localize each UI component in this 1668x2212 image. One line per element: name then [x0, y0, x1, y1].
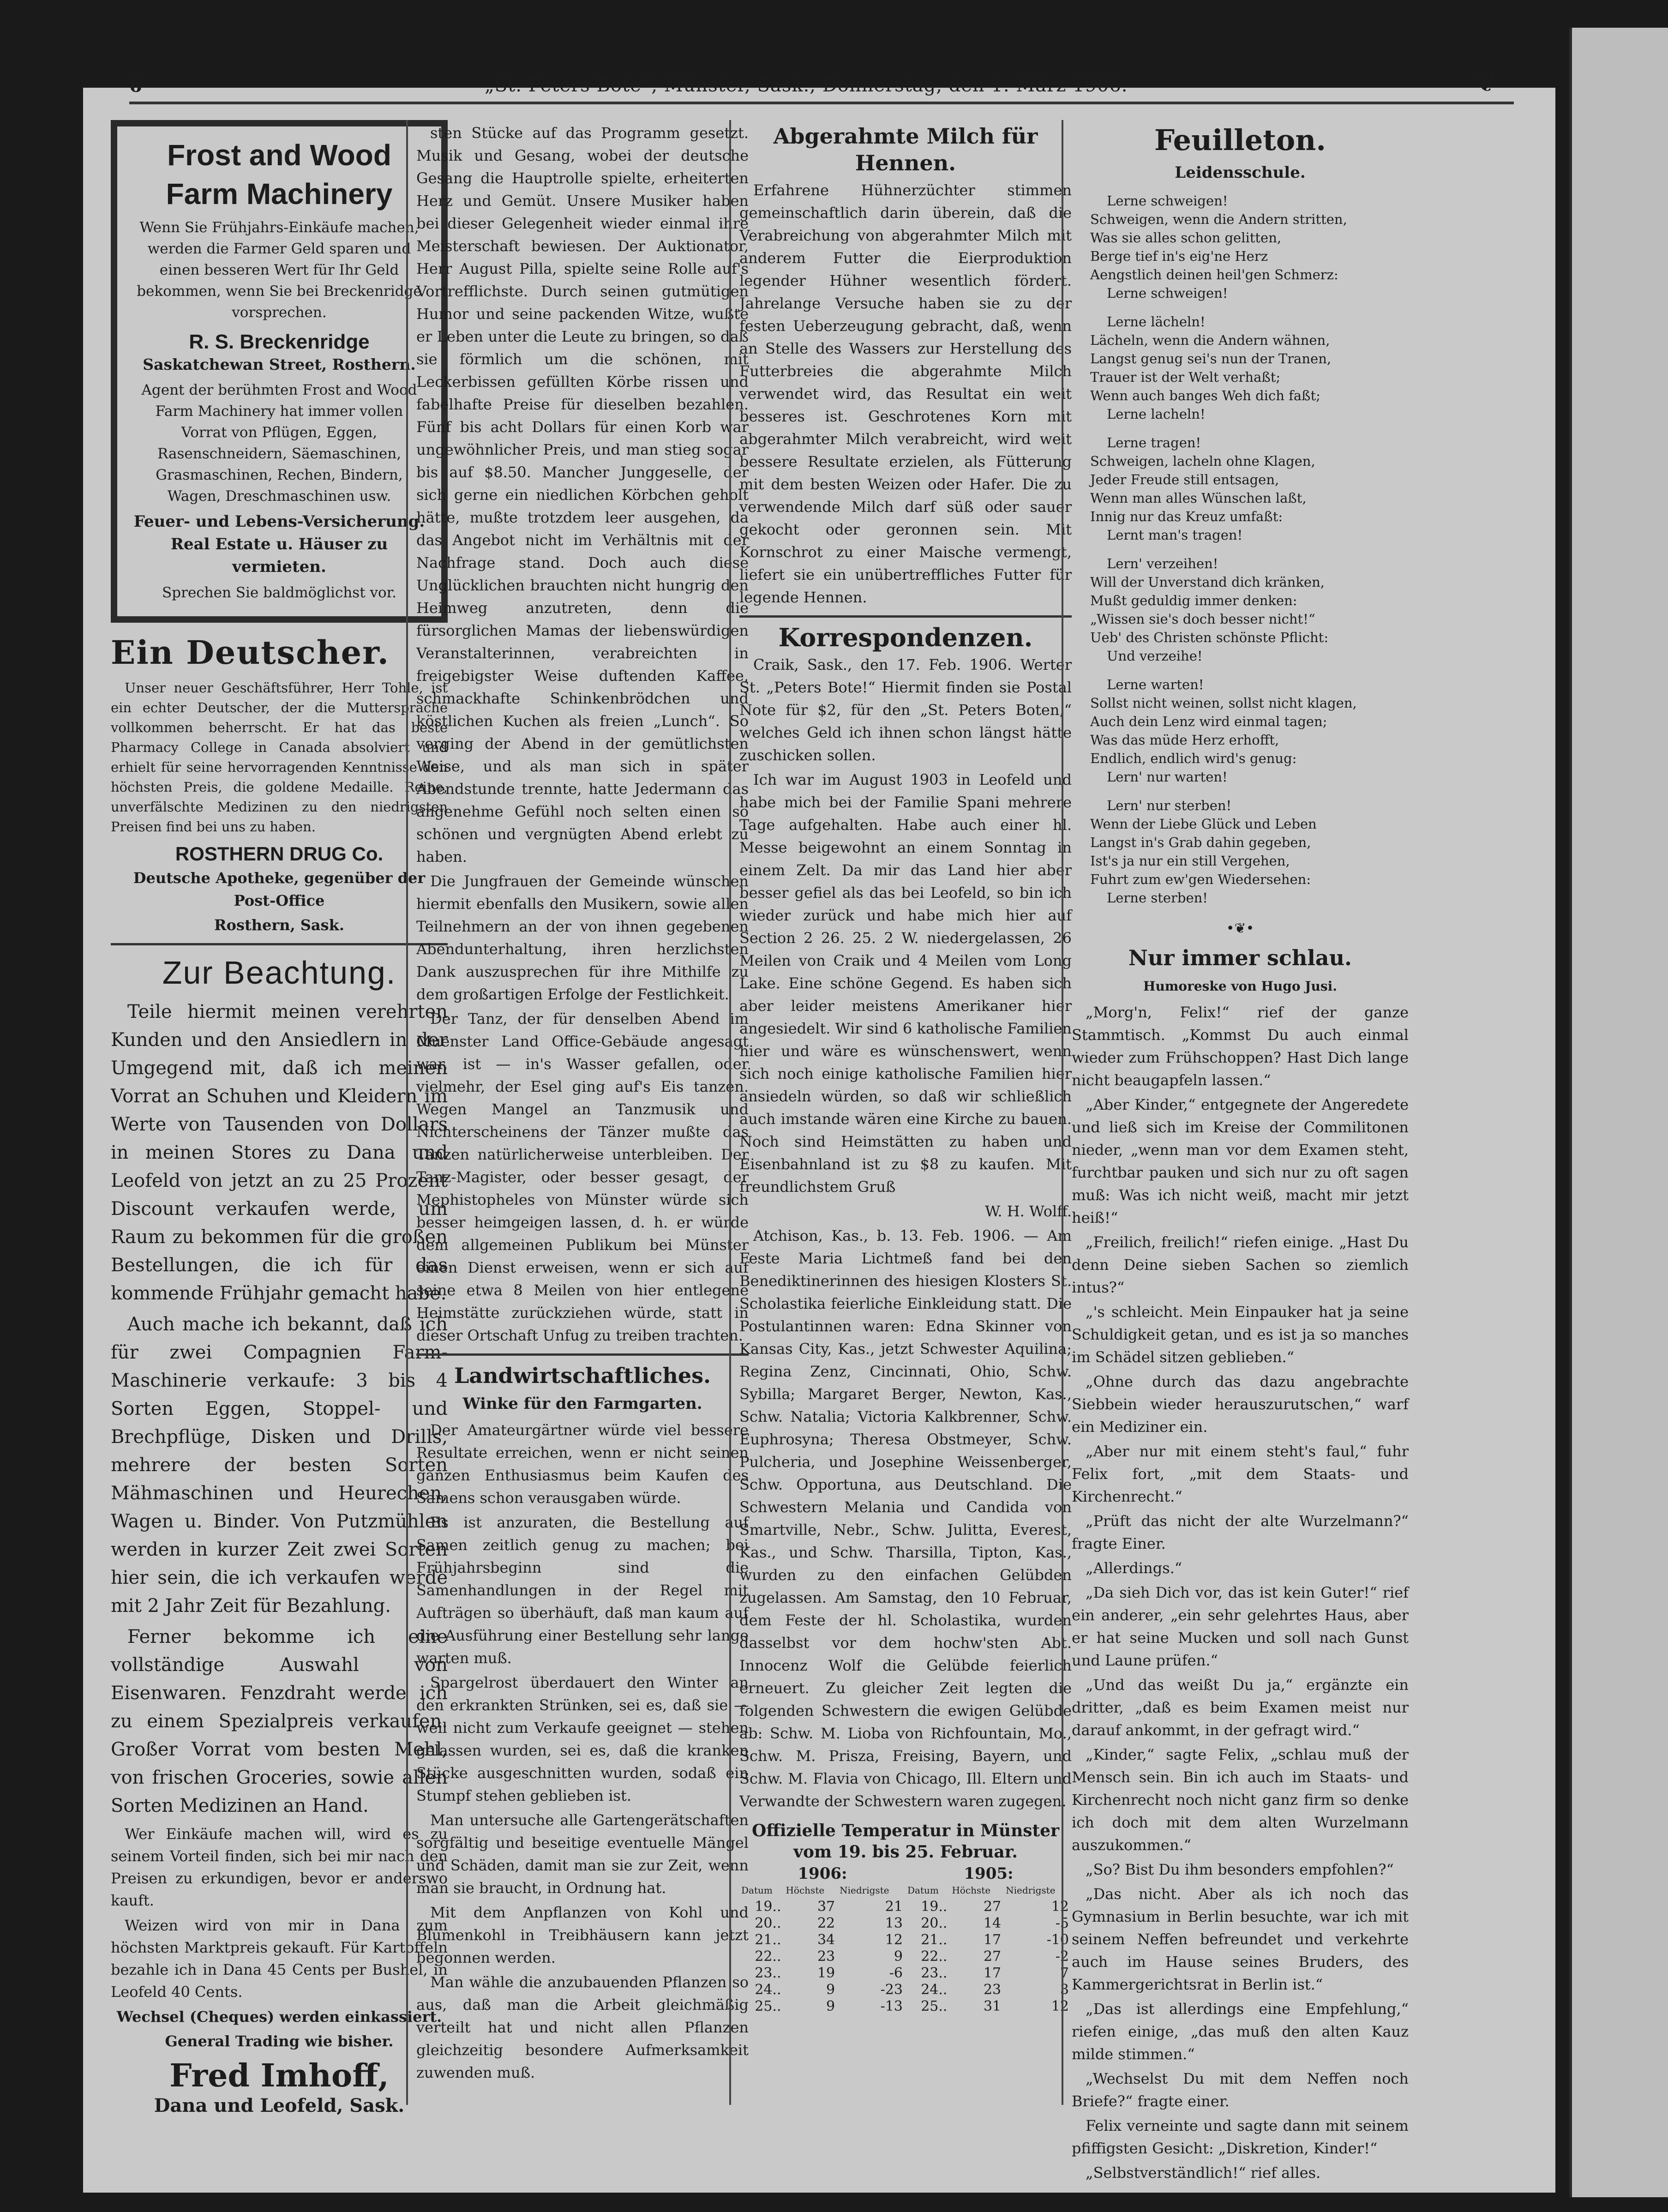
- table-cell: 14: [983, 1915, 1002, 1931]
- table-cell: 20..: [755, 1915, 781, 1931]
- table-cell: 27: [983, 1899, 1002, 1915]
- poem-line: Langst in's Grab dahin gegeben,: [1090, 835, 1311, 850]
- beachtung-p1: Teile hiermit meinen verehrten Kunden und den Ansiedlern in der Umgegend mit, daß ich meinen Vorrat an Schuhen und Kleidern im Werte von Tausenden von Dollars in meinen Stores zu Dana und Leofeld von jetzt an zu 25 Prozent Discount verkaufen werde, um Raum zu bekommen für die großen Bestellungen, die ich für das kommende Frühjahr gemacht habe.: [111, 1001, 448, 1304]
- story-byline: Humoreske von Hugo Jusi.: [1143, 979, 1338, 994]
- table-cell: 17: [983, 1965, 1002, 1981]
- ad-body: Agent der berühmten Frost and Wood Farm Machinery hat immer vollen Vorrat von Pflügen, Eggen, Rasenschneidern, Säemaschinen, Grasmaschinen, Rechen, Bindern, Wagen, Dreschmaschinen usw.: [141, 382, 417, 505]
- divider: [416, 1353, 749, 1356]
- ad-insurance: Feuer- und Lebens-Versicherung.: [133, 512, 425, 531]
- poem-line: Lerne warten!: [1107, 677, 1204, 692]
- table-cell: -6: [889, 1965, 903, 1981]
- table-cell: 19..: [921, 1899, 948, 1915]
- table-cell: 9: [826, 1982, 835, 1998]
- table-cell: 31: [983, 1998, 1002, 2014]
- drug-company-place: Rosthern, Sask.: [214, 916, 344, 934]
- story-paragraph: „'s schleicht. Mein Einpauker hat ja seine Schuldigkeit getan, und es ist ja so manches im Schädel sitzen geblieben.“: [1072, 1303, 1409, 1366]
- col-header: Datum: [907, 1885, 939, 1896]
- col-header: Niedrigste: [1006, 1885, 1056, 1896]
- table-cell: 9: [894, 1948, 903, 1965]
- poem-line: Schweigen, lacheln ohne Klagen,: [1090, 453, 1315, 469]
- temperature-table: [739, 1865, 1072, 2015]
- poem-line: Wenn auch banges Weh dich faßt;: [1090, 388, 1320, 403]
- divider: [111, 943, 448, 945]
- poem-line: Was sie alles schon gelitten,: [1090, 230, 1282, 246]
- story-paragraph: „Morg'n, Felix!“ rief der ganze Stammtisch. „Kommst Du auch einmal wieder zum Frühschoppen? Hast Dich lange nicht beaugapfeln lassen.“: [1072, 1004, 1409, 1089]
- table-cell: 23: [983, 1982, 1002, 1998]
- story-paragraph: „So? Bist Du ihm besonders empfohlen?“: [1086, 1861, 1394, 1878]
- article-paragraph: Erfahrene Hühnerzüchter stimmen gemeinschaftlich darin überein, daß die Verabreichung von abgerahmter Milch mit anderem Futter die Eierproduktion legender Hühner wesentlich fördert. Jahrelange Versuche haben sie zu der festen Ueberzeugung gebracht, daß, wenn an Stelle des Wassers zur Herstellung des Futterbreies die abgerahmte Milch verwendet wird, das Resultat ein weit besseres ist. Geschrotenes Korn mit abgerahmter Milch verabreicht, wird weit bessere Resultate erzielen, als Fütterung mit dem besten Weizen oder Hafer. Die zu verwendende Milch darf süß oder sauer gekocht oder geronnen sein. Mit Kornschrot zu einer Maische vermengt, liefert sie ein unübertreffliches Futter für legende Hennen.: [739, 181, 1072, 606]
- table-cell: 13: [885, 1915, 903, 1931]
- article-paragraph: Der Tanz, der für denselben Abend im Muenster Land Office-Gebäude angesagt war, ist — in's Wasser gefallen, oder vielmehr, der Esel ging auf's Eis tanzen. Wegen Mangel an Tanzmusik und Nichterscheinens der Tänzer mußte das Tanzen natürlicherweise unterbleiben. Der Tanz-Magister, oder besser gesagt, der Mephistopheles von Münster würde sich besser heimgeigen lassen, d. h. er würde dem allgemeinen Publikum bei Münster einen Dienst erweisen, wenn er sich auf seine etwa 8 Meilen von hier entlegene Heimstätte zurückziehen würde, statt in dieser Ortschaft Unfug zu treiben trachten.: [416, 1010, 749, 1344]
- table-cell: 27: [983, 1948, 1002, 1965]
- ad-deutscher-body: Unser neuer Geschäftsführer, Herr Tohle, ist ein echter Deutscher, der die Muttersprache vollkommen beherrscht. Er hat das beste Pharmacy College in Canada absolviert und erhielt für seine hervorragenden Kenntnisse den höchsten Preis, die goldene Medaille. Reine, unverfälschte Medizinen zu den niedrigsten Preisen find bei uns zu haben.: [111, 680, 448, 835]
- column-1: [111, 120, 448, 2116]
- ad-beachtung-title: Zur Beachtung.: [162, 955, 396, 991]
- poem-stanza: [1090, 433, 1409, 544]
- poem-line: Lächeln, wenn die Andern wähnen,: [1090, 332, 1330, 348]
- poem-line: Ueb' des Christen schönste Pflicht:: [1090, 630, 1329, 645]
- table-cell: 23..: [921, 1965, 948, 1981]
- poem-stanza: [1090, 313, 1409, 423]
- adjacent-page-edge: [1569, 28, 1668, 2197]
- article-paragraph: Die Jungfrauen der Gemeinde wünschen hiermit ebenfalls den Musikern, sowie allen Teilnehmern an der von ihnen gegebenen Abendunterhaltung, ihren herzlichsten Dank auszusprechen für ihre Mithilfe zu dem großartigen Erfolge der Festlichkeit.: [416, 872, 749, 1003]
- table-cell: 21..: [755, 1932, 781, 1948]
- poem-line: Ist's ja nur ein still Vergehen,: [1090, 853, 1290, 869]
- col-header: Datum: [741, 1885, 773, 1896]
- story-paragraph: „Ohne durch das dazu angebrachte Siebbein wieder herauszurutschen,“ warf ein Mediziner ein.: [1072, 1373, 1409, 1436]
- year-label: 1905:: [964, 1864, 1014, 1883]
- story-paragraph: „Und das weißt Du ja,“ ergänzte ein dritter, „daß es beim Examen meist nur darauf ankommt, in der gefragt wird.“: [1072, 1676, 1409, 1739]
- header-title: „St. Peters Bote“, Münster, Sask., Donnerstag, den 1. März 1906.: [485, 75, 1128, 96]
- table-cell: -2: [1055, 1948, 1069, 1965]
- table-cell: 22..: [755, 1948, 781, 1965]
- table-cell: 19: [817, 1965, 835, 1981]
- poem-line: Lern' verzeihen!: [1107, 556, 1218, 571]
- article-paragraph: Mit dem Anpflanzen von Kohl und Blumenkohl in Treibhäusern kann jetzt begonnen werden.: [416, 1904, 749, 1966]
- table-cell: 9: [826, 1998, 835, 2014]
- table-row: [739, 1982, 1072, 1998]
- table-cell: -13: [880, 1998, 903, 2014]
- poem-stanza: [1090, 796, 1409, 907]
- table-cell: -5: [1055, 1915, 1069, 1931]
- col-header: Höchste: [786, 1885, 825, 1896]
- poem-line: Jeder Freude still entsagen,: [1090, 472, 1279, 487]
- poem-line: Lerne schweigen!: [1107, 193, 1228, 209]
- table-cell: 19..: [755, 1899, 781, 1915]
- table-row: [739, 1932, 1072, 1948]
- story-paragraph: „Selbstverständlich!“ rief alles.: [1086, 2164, 1321, 2182]
- poem-title: Leidensschule.: [1175, 163, 1306, 182]
- beachtung-p5: Weizen wird von mir in Dana zum höchsten Marktpreis gekauft. Für Kartoffeln bezahle ich in Dana 45 Cents per Bushel, in Leofeld 40 Cents.: [111, 1917, 448, 2001]
- story-body: [1072, 1001, 1409, 2184]
- table-cell: 12: [885, 1932, 903, 1948]
- article-paragraph: Ich war im August 1903 in Leofeld und habe mich bei der Familie Spani mehrere Tage aufgehalten. Habe auch einer hl. Messe beigewohnt an einem Sonntag in einem Zelt. Da mir das Land hier aber besser gefiel als das bei Leofeld, so bin ich wieder zurück und habe mich hier auf Section 2 26. 25. 2 W. niedergelassen, 26 Meilen von Craik und 4 Meilen vom Long Lake. Eine schöne Gegend. Es haben sich aber leider meistens Amerikaner hier angesiedelt. Wir sind 6 katholische Familien hier und wäre es wünschenswert, wenn sich noch einige katholische Familien hier ansiedeln würden, so daß wir schließlich auch imstande wären eine Kirche zu bauen. Noch sind Heimstätten zu haben und Eisenbahnland ist zu $8 zu kaufen. Mit freundlichstem Gruß: [739, 771, 1072, 1196]
- story-paragraph: „Freilich, freilich!“ riefen einige. „Hast Du denn Deine sieben Sachen so ziemlich intus?“: [1072, 1233, 1409, 1296]
- poem: [1090, 192, 1409, 907]
- ornament-icon: ❦: [1476, 71, 1495, 97]
- signature-name: Fred Imhoff,: [169, 2057, 389, 2094]
- table-cell: 23..: [755, 1965, 781, 1981]
- section-heading: Abgerahmte Milch für Hennen.: [773, 124, 1038, 175]
- poem-line: „Wissen sie's doch besser nicht!“: [1090, 611, 1315, 627]
- table-row: [739, 1998, 1072, 2015]
- poem-line: Berge tief in's eig'ne Herz: [1090, 248, 1268, 264]
- column-4: [1062, 120, 1409, 2182]
- table-row: [739, 1899, 1072, 1915]
- ad-frost-and-wood: [111, 120, 448, 623]
- article-paragraph: Es ist anzuraten, die Bestellung auf Samen zeitlich genug zu machen; bei Frühjahrsbeginn sind die Samenhandlungen in der Regel mit Aufträgen so überhäuft, daß man kaum auf die Ausführung einer Bestellung sehr lange warten muß.: [416, 1514, 749, 1667]
- poem-line: Lernt man's tragen!: [1107, 527, 1243, 543]
- story-paragraph: „Prüft das nicht der alte Wurzelmann?“ fragte Einer.: [1072, 1512, 1409, 1552]
- article-paragraph: sten Stücke auf das Programm gesetzt. Musik und Gesang, wobei der deutsche Gesang die Hauptrolle spielte, erheiterten Herz und Gemüt. Unsere Musiker haben bei dieser Gelegenheit wieder einmal ihre Meisterschaft bewiesen. Der Auktionator, Herr August Pilla, spielte seine Rolle auf's Vortrefflichste. Durch seinen gutmütigen Humor und seine packenden Witze, wußte er Leben unter die Leute zu bringen, so daß sie förmlich um die schönen, mit Leckerbissen gefüllten Körbe rissen und fabelhafte Preise für dieselben bezahlen. Fünf bis acht Dollars für einen Korb war ungewöhnlicher Preis, und man stieg sogar bis auf $8.50. Mancher Junggeselle, der sich gerne ein niedlichen Körbchen geholt hätte, mußte trotzdem leer ausgehen, da das Angebot nicht im Verhältnis mit der Nachfrage stand. Doch auch diese Unglücklichen brauchten nicht hungrig den Heimweg anzutreten, denn die fürsorglichen Mamas der liebenswürdigen Veranstalterinnen, verabreichten in freigebigster Weise duftenden Kaffee, schmackhafte Schinkenbrödchen und köstlichen Kuchen als freien „Lunch“. So verging der Abend in der gemütlichsten Weise, und als man sich in später Abendstunde trennte, hatte Jedermann das angenehme Gefühl noch selten einen so schönen und vergnügten Abend erlebt zu haben.: [416, 124, 749, 866]
- ad-address: Saskatchewan Street, Rosthern.: [143, 355, 416, 373]
- beachtung-p6: Wechsel (Cheques) werden einkassiert.: [116, 2008, 442, 2026]
- poem-line: Will der Unverstand dich kränken,: [1090, 574, 1325, 590]
- divider: [739, 615, 1072, 618]
- feuilleton-heading: Feuilleton.: [1154, 123, 1326, 157]
- beachtung-p3: Ferner bekomme ich eine vollständige Auswahl von Eisenwaren. Fenzdraht werde ich zu einem Spezialpreis verkaufen. Großer Vorrat vom besten Mehl, von frischen Groceries, sowie allen Sorten Medizinen an Hand.: [111, 1626, 448, 1816]
- poem-line: Lerne schweigen!: [1107, 285, 1228, 301]
- ad-title: Frost and Wood Farm Machinery: [166, 138, 393, 210]
- signature-place: Dana und Leofeld, Sask.: [154, 2095, 405, 2116]
- letter-signature: W. H. Wolff.: [985, 1202, 1072, 1220]
- article-paragraph: Man wähle die anzubauenden Pflanzen so aus, daß man die Arbeit gleichmäßig verteilt hat und nicht allen Pflanzen gleichzeitig besondere Aufmerksamkeit zuwenden muß.: [416, 1973, 749, 2081]
- poem-line: Fuhrt zum ew'gen Wiedersehen:: [1090, 872, 1311, 887]
- ad-name: R. S. Breckenridge: [189, 331, 370, 353]
- poem-line: Lerne lacheln!: [1107, 406, 1206, 422]
- article-paragraph: Craik, Sask., den 17. Feb. 1906. Werter St. „Peters Bote!“ Hiermit finden sie Postal Note für $2, für den „St. Peters Boten,“ welches Geld ich ihnen schon längst hätte zuschicken sollen.: [739, 656, 1072, 764]
- table-cell: 3: [1060, 1982, 1069, 1998]
- poem-line: Mußt geduldig immer denken:: [1090, 593, 1297, 608]
- table-cell: 34: [817, 1932, 835, 1948]
- article-paragraph: Der Amateurgärtner würde viel bessere Resultate erreichen, wenn er nicht seinen ganzen Enthusiasmus beim Kaufen des Samens schon verausgaben würde.: [416, 1421, 749, 1507]
- table-cell: 37: [817, 1899, 835, 1915]
- table-cell: 12: [1051, 1899, 1069, 1915]
- beachtung-p4: Wer Einkäufe machen will, wird es zu seinem Vorteil finden, sich bei mir nach den Preisen zu erkundigen, bevor er anderswo kauft.: [111, 1825, 448, 1909]
- story-paragraph: Felix verneinte und sagte dann mit seinem pfiffigsten Gesicht: „Diskretion, Kinder!“: [1072, 2117, 1409, 2157]
- poem-line: Innig nur das Kreuz umfaßt:: [1090, 509, 1283, 524]
- poem-line: Was das müde Herz erhofft,: [1090, 732, 1279, 748]
- table-cell: 21: [885, 1899, 903, 1915]
- table-cell: -10: [1046, 1932, 1069, 1948]
- poem-stanza: [1090, 675, 1409, 786]
- ad-intro: Wenn Sie Frühjahrs-Einkäufe machen, werden die Farmer Geld sparen und einen besseren Wert für Ihr Geld bekommen, wenn Sie bei Breckenridge vorsprechen.: [137, 219, 422, 321]
- column-2: [406, 120, 749, 2105]
- poem-line: Lerne sterben!: [1107, 890, 1208, 906]
- beachtung-p2: Auch mache ich bekannt, daß ich für zwei Compagnien Farm-Maschinerie verkaufe: 3 bis 4 Sorten Eggen, Stoppel- und Brechpflüge, Disken und Drills, mehrere der besten Sorten Mähmaschinen und Heurechen, Wagen u. Binder. Von Putzmühlen werden in kurzer Zeit zwei Sorten hier sein, die ich verkaufen werde mit 2 Jahr Zeit für Bezahlung.: [111, 1314, 448, 1617]
- column-3: [729, 120, 1072, 2105]
- poem-line: Lerne tragen!: [1107, 435, 1201, 451]
- story-paragraph: „Kinder,“ sagte Felix, „schlau muß der Mensch sein. Bin ich auch im Staats- und Kirchenrecht noch nicht ganz firm so denke ich doch mit dem alten Wurzelmann auszukommen.“: [1072, 1746, 1409, 1854]
- article-paragraph: Man untersuche alle Gartengerätschaften sorgfältig und beseitige eventuelle Mängel und Schäden, damit man sie zur Zeit, wenn man sie braucht, in Ordnung hat.: [416, 1811, 749, 1897]
- poem-line: Schweigen, wenn die Andern stritten,: [1090, 211, 1347, 227]
- table-row: [739, 1948, 1072, 1965]
- table-cell: 25..: [921, 1998, 948, 2014]
- table-cell: 20..: [921, 1915, 948, 1931]
- poem-line: Und verzeihe!: [1107, 648, 1203, 664]
- temperature-title: Offizielle Temperatur in Münster vom 19. bis 25. Februar.: [751, 1821, 1060, 1862]
- table-cell: 21..: [921, 1932, 948, 1948]
- drug-company-name: ROSTHERN DRUG Co.: [175, 843, 384, 865]
- story-paragraph: „Wechselst Du mit dem Neffen noch Briefe?“ fragte einer.: [1072, 2070, 1409, 2110]
- table-row: [739, 1915, 1072, 1932]
- poem-stanza: [1090, 192, 1409, 302]
- story-paragraph: „Das ist allerdings eine Empfehlung,“ riefen einige, „das muß den alten Kauz milde stimmen.“: [1072, 2000, 1409, 2063]
- table-cell: 12: [1051, 1998, 1069, 2014]
- section-subheading: Winke für den Farmgarten.: [462, 1395, 702, 1413]
- article-paragraph: Atchison, Kas., b. 13. Feb. 1906. — Am Feste Maria Lichtmeß fand bei den Benediktinerinnen des hiesigen Klosters St. Scholastika feierliche Einkleidung statt. Die Postulantinnen waren: Edna Skinner von Kansas City, Kas., jetzt Schwester Aquilina; Regina Zenz, Cincinnati, Ohio, Schw. Sybilla; Margaret Berger, Newton, Kas., Schw. Natalia; Victoria Kalkbrenner, Schw. Euphrosyna; Theresa Obstmeyer, Schw. Pulcheria, und Josephine Weissenberger, Schw. Opportuna, aus Deutschland. Die Schwestern Melania und Candida von Smartville, Nebr., Schw. Julitta, Everest, Kas., und Schw. Tharsilla, Tipton, Kas., wurden zu den einfachen Gelübden zugelassen. Am Samstag, den 10 Februar, dem Feste der hl. Scholastika, wurden dasselbst vor dem hochw'sten Abt. Innocenz Wolf die Gelübde feierlich erneuert. Zu gleicher Zeit legten die folgenden Schwestern die ewigen Gelübde ab: Schw. M. Lioba von Richfountain, Mo., Schw. M. Prisza, Freising, Bayern, und Schw. M. Flavia von Chicago, Ill. Eltern und Verwandte der Schwestern waren zugegen.: [739, 1227, 1072, 1810]
- section-heading: Korrespondenzen.: [778, 623, 1033, 652]
- table-cell: 24..: [921, 1982, 948, 1998]
- ad-deutscher-title: Ein Deutscher.: [111, 633, 390, 672]
- year-label: 1906:: [798, 1864, 847, 1883]
- poem-stanza: [1090, 554, 1409, 665]
- poem-line: Sollst nicht weinen, sollst nicht klagen,: [1090, 695, 1357, 711]
- table-cell: 23: [817, 1948, 835, 1965]
- story-heading: Nur immer schlau.: [1128, 945, 1352, 970]
- table-cell: 25..: [755, 1998, 781, 2014]
- article-paragraph: Spargelrost überdauert den Winter an den erkrankten Strünken, sei es, daß sie — weil nicht zum Verkaufe geeignet — stehen gelassen wurden, sei es, daß die kranken Stücke ausgeschnitten wurden, sodaß ein Stumpf stehen geblieben ist.: [416, 1674, 749, 1804]
- table-cell: 22..: [921, 1948, 948, 1965]
- poem-line: Lern' nur warten!: [1107, 769, 1228, 785]
- poem-line: Wenn der Liebe Glück und Leben: [1090, 816, 1317, 832]
- poem-line: Endlich, endlich wird's genug:: [1090, 751, 1297, 766]
- page-header: [129, 69, 1514, 104]
- poem-line: Langst genug sei's nun der Tranen,: [1090, 351, 1332, 367]
- page-number: 6: [129, 75, 142, 96]
- poem-line: Trauer ist der Welt verhaßt;: [1090, 369, 1281, 385]
- ornament-icon: •❦•: [1226, 920, 1254, 937]
- story-paragraph: „Das nicht. Aber als ich noch das Gymnasium in Berlin besuchte, war ich mit seinem Neffen befreundet und verkehrte auch im Hause seines Bruders, des Kammergerichtsrat in Berlin ist.“: [1072, 1885, 1409, 1993]
- poem-line: Aengstlich deinen heil'gen Schmerz:: [1090, 267, 1338, 283]
- story-paragraph: „Allerdings.“: [1086, 1559, 1182, 1577]
- poem-line: Lern' nur sterben!: [1107, 798, 1232, 813]
- section-heading: Landwirtschaftliches.: [454, 1363, 711, 1388]
- col-header: Höchste: [952, 1885, 991, 1896]
- beachtung-p7: General Trading wie bisher.: [165, 2032, 394, 2050]
- table-row: [739, 1965, 1072, 1982]
- story-paragraph: „Da sieh Dich vor, das ist kein Guter!“ rief ein anderer, „ein sehr gelehrtes Haus, aber er hat seine Mucken und soll nach Gunst und Laune prüfen.“: [1072, 1584, 1409, 1669]
- poem-line: Auch dein Lenz wird einmal tagen;: [1090, 714, 1327, 729]
- table-cell: -23: [880, 1982, 903, 1998]
- table-cell: 22: [817, 1915, 835, 1931]
- table-cell: 24..: [755, 1982, 781, 1998]
- col-header: Niedrigste: [840, 1885, 889, 1896]
- drug-company-sub: Deutsche Apotheke, gegenüber der Post-Office: [133, 869, 426, 909]
- poem-line: Lerne lächeln!: [1107, 314, 1206, 330]
- ad-realestate: Real Estate u. Häuser zu vermieten.: [170, 535, 388, 576]
- table-cell: 17: [983, 1932, 1002, 1948]
- poem-line: Wenn man alles Wünschen laßt,: [1090, 490, 1307, 506]
- ad-closing: Sprechen Sie baldmöglichst vor.: [162, 584, 396, 601]
- table-cell: 7: [1060, 1965, 1069, 1981]
- story-paragraph: „Aber nur mit einem steht's faul,“ fuhr Felix fort, „mit dem Staats- und Kirchenrecht.“: [1072, 1443, 1409, 1505]
- story-paragraph: „Aber Kinder,“ entgegnete der Angeredete und ließ sich im Kreise der Commilitonen nieder, „wenn man vor dem Examen steht, furchtbar pauken und sich nur zu oft sagen muß: Was ich nicht weiß, macht mir jetzt heiß!“: [1072, 1096, 1409, 1226]
